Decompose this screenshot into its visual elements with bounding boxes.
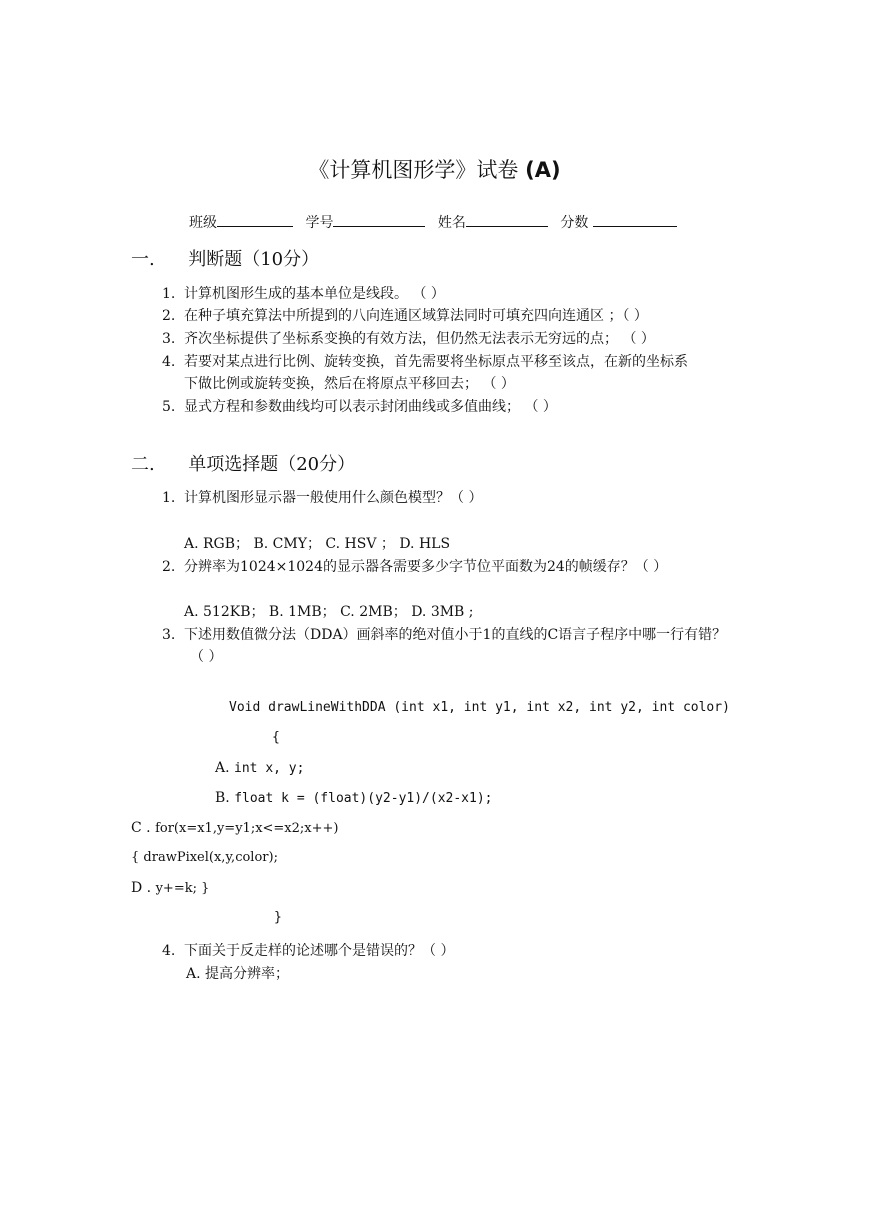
code-option-a: A. int x, y; (215, 760, 305, 776)
choice-q3-paren: （ ） (190, 649, 223, 665)
score-blank (593, 212, 677, 227)
judge-item-3: 3. 齐次坐标提供了坐标系变换的有效方法，但仍然无法表示无穷远的点； （ ） (162, 331, 655, 347)
section2-heading (131, 450, 355, 476)
judge-item-4: 4. 若要对某点进行比例、旋转变换，首先需要将坐标原点平移至该点，在新的坐标系 (162, 354, 688, 370)
exam-title (0, 154, 869, 184)
exam-title-variant: (A) (525, 158, 561, 182)
name-label: 姓名 (437, 215, 466, 231)
choice-q4: 4. 下面关于反走样的论述哪个是错误的？（ ） (162, 943, 455, 959)
class-blank (217, 212, 293, 227)
class-label: 班级 (189, 215, 217, 231)
choice-q2: 2. 分辨率为1024×1024的显示器各需要多少字节位平面数为24的帧缓存？（ ） (162, 559, 668, 575)
code-brace-close: } (274, 910, 282, 925)
code-brace-open: { (272, 730, 280, 745)
section1-number: 一. (131, 249, 155, 270)
section1-title: 判断题（10分） (188, 249, 320, 270)
choice-q1-options: A. RGB； B. CMY； C. HSV ； D. HLS (184, 536, 451, 552)
section1-heading (131, 245, 319, 271)
judge-item-1: 1. 计算机图形生成的基本单位是线段。 （ ） (162, 286, 445, 302)
choice-q1: 1. 计算机图形显示器一般使用什么颜色模型？（ ） (162, 490, 483, 506)
judge-item-2: 2. 在种子填充算法中所提到的八向连通区域算法同时可填充四向连通区 ；（ ） (162, 308, 648, 324)
code-option-c: C . for(x=x1,y=y1;x<=x2;x++) (131, 820, 339, 836)
student-id-blank (333, 212, 425, 227)
code-draw-pixel: { drawPixel(x,y,color); (131, 850, 278, 865)
choice-q4-option-a: A. 提高分辨率； (186, 966, 290, 982)
code-signature: Void drawLineWithDDA (int x1, int y1, int x2, int y2, int color) (229, 700, 730, 715)
name-blank (466, 212, 548, 227)
score-label: 分数 (560, 215, 589, 231)
student-info-line (189, 212, 685, 232)
choice-q2-options: A. 512KB； B. 1MB； C. 2MB； D. 3MB ; (184, 604, 474, 620)
code-option-b: B. float k = (float)(y2-y1)/(x2-x1); (215, 790, 493, 806)
student-id-label: 学号 (305, 215, 334, 231)
section2-title: 单项选择题（20分） (188, 454, 356, 475)
section2-number: 二. (131, 454, 155, 475)
judge-item-5: 5. 显式方程和参数曲线均可以表示封闭曲线或多值曲线； （ ） (162, 399, 557, 415)
choice-q3: 3. 下述用数值微分法（DDA）画斜率的绝对值小于1的直线的C语言子程序中哪一行有错？ (162, 627, 727, 643)
exam-title-text: 《计算机图形学》试卷 (308, 158, 519, 182)
judge-item-4-continued: 下做比例或旋转变换，然后在将原点平移回去； （ ） (184, 376, 515, 392)
code-option-d: D . y+=k; } (131, 880, 210, 896)
